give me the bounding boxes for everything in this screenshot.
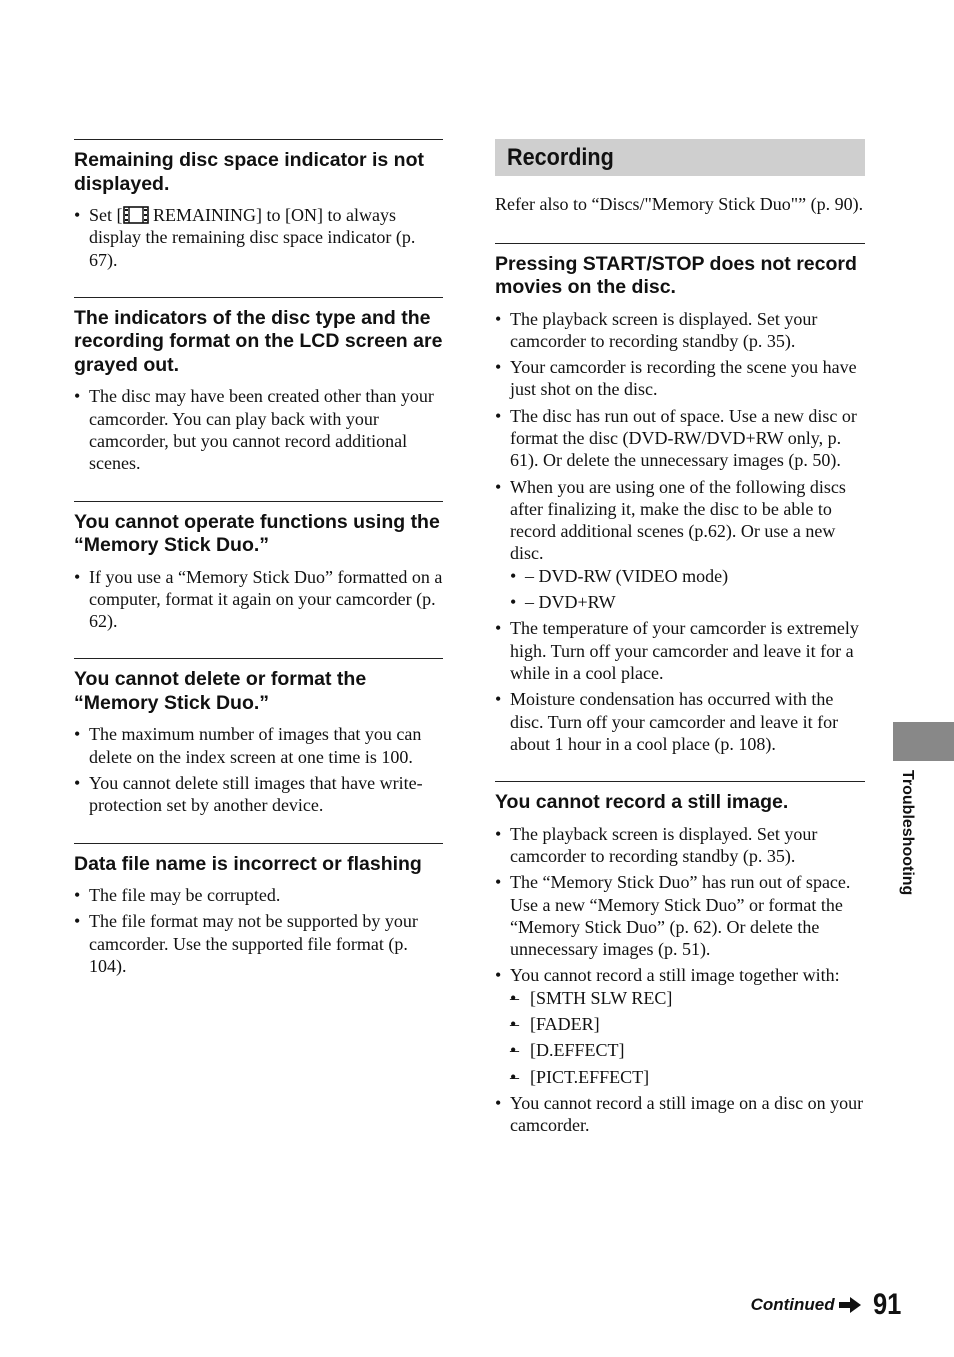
- bullet-item: • The file may be corrupted.: [74, 884, 443, 906]
- section-heading: You cannot operate functions using the “Memory Stick Duo.”: [74, 510, 440, 557]
- bullet-item: • If you use a “Memory Stick Duo” formatted on a computer, format it again on your camcorder (p. 62).: [74, 566, 443, 633]
- arrow-right-icon: [839, 1297, 861, 1313]
- section-heading: Pressing START/STOP does not record movies on the disc.: [495, 252, 857, 298]
- right-column: [495, 139, 865, 1163]
- section-heading: Data file name is incorrect or flashing: [74, 852, 422, 875]
- disc-type-item: • – DVD-RW (VIDEO mode): [510, 565, 865, 587]
- bullet-item: • Set [ REMAINING] to [ON] to always display the remaining disc space indicator (p. 67).: [74, 204, 443, 271]
- bullet-list: [74, 723, 443, 816]
- recording-title-bar: [495, 139, 865, 176]
- section-heading: You cannot record a still image.: [495, 791, 789, 814]
- section-grayed-indicators: [74, 297, 443, 475]
- bullet-item: • The “Memory Stick Duo” has run out of space. Use a new “Memory Stick Duo” or format the “Memory Stick Duo” (p. 62). Or delete the unnecessary images (p. 51).: [495, 871, 865, 960]
- mode-item: • – [SMTH SLW REC]: [510, 987, 865, 1009]
- section-memory-stick-functions: [74, 501, 443, 633]
- bullet-item: • The playback screen is displayed. Set your camcorder to recording standby (p. 35).: [495, 308, 865, 353]
- chapter-tab-label: Troubleshooting: [899, 770, 916, 896]
- bullet-list: [495, 823, 865, 1137]
- mode-list: [510, 987, 865, 1088]
- section-heading: The indicators of the disc type and the recording format on the LCD screen are grayed out.: [74, 306, 443, 376]
- section-data-file-name: [74, 843, 443, 978]
- intro-text: Refer also to “Discs/"Memory Stick Duo"” (p. 90).: [495, 194, 864, 214]
- bullet-item: • The temperature of your camcorder is extremely high. Turn off your camcorder and leave it for a while in a cool place.: [495, 617, 865, 684]
- bullet-item: • You cannot delete still images that have write-protection set by another device.: [74, 772, 443, 817]
- disc-type-list: [510, 565, 865, 614]
- bullet-item: • The disc has run out of space. Use a new disc or format the disc (DVD-RW/DVD+RW only, p. 61). Or delete the unnecessary images (p. 50).: [495, 405, 865, 472]
- page-number: 91: [872, 1288, 901, 1321]
- page-title: Recording: [507, 143, 614, 171]
- section-remaining-disc-space: [74, 139, 443, 271]
- section-heading: Remaining disc space indicator is not displayed.: [74, 149, 425, 195]
- bullet-item: • Moisture condensation has occurred with the disc. Turn off your camcorder and leave it for about 1 hour in a cool place (p. 108).: [495, 688, 865, 755]
- section-memory-stick-delete: [74, 658, 443, 816]
- bullet-item: • Your camcorder is recording the scene you have just shot on the disc.: [495, 356, 865, 401]
- mode-item: • – [D.EFFECT]: [510, 1039, 865, 1061]
- bullet-item: • The playback screen is displayed. Set your camcorder to recording standby (p. 35).: [495, 823, 865, 868]
- mode-item: • – [FADER]: [510, 1013, 865, 1035]
- bullet-item: • The disc may have been created other than your camcorder. You can play back with your camcorder, but you cannot record additional scenes.: [74, 385, 443, 474]
- page-footer: [751, 1288, 906, 1322]
- film-remaining-icon: [123, 206, 149, 224]
- section-heading: You cannot delete or format the “Memory Stick Duo.”: [74, 668, 367, 714]
- left-column: [74, 139, 443, 1003]
- bullet-list: [74, 566, 443, 633]
- bullet-item: • The maximum number of images that you can delete on the index screen at one time is 100.: [74, 723, 443, 768]
- bullet-item: • You cannot record a still image together with: • – [SMTH SLW REC] • – [FADER] • – [D.EFFECT] • – [PICT.EFFECT]: [495, 964, 865, 1087]
- bullet-list: [74, 204, 443, 271]
- continued-label: Continued: [750, 1295, 835, 1314]
- section-start-stop: [495, 243, 865, 756]
- chapter-tab-marker: [893, 722, 954, 761]
- bullet-list: [74, 385, 443, 474]
- bullet-list: [495, 308, 865, 756]
- section-still-image: [495, 781, 865, 1136]
- bullet-item: • When you are using one of the following discs after finalizing it, make the disc to be able to record additional scenes (p.62). Or use a new disc. • – DVD-RW (VIDEO mode) • – DVD+RW: [495, 476, 865, 614]
- mode-item: • – [PICT.EFFECT]: [510, 1066, 865, 1088]
- bullet-list: [74, 884, 443, 977]
- disc-type-item: • – DVD+RW: [510, 591, 865, 613]
- bullet-item: • You cannot record a still image on a disc on your camcorder.: [495, 1092, 865, 1137]
- bullet-item: • The file format may not be supported by your camcorder. Use the supported file format (p. 104).: [74, 910, 443, 977]
